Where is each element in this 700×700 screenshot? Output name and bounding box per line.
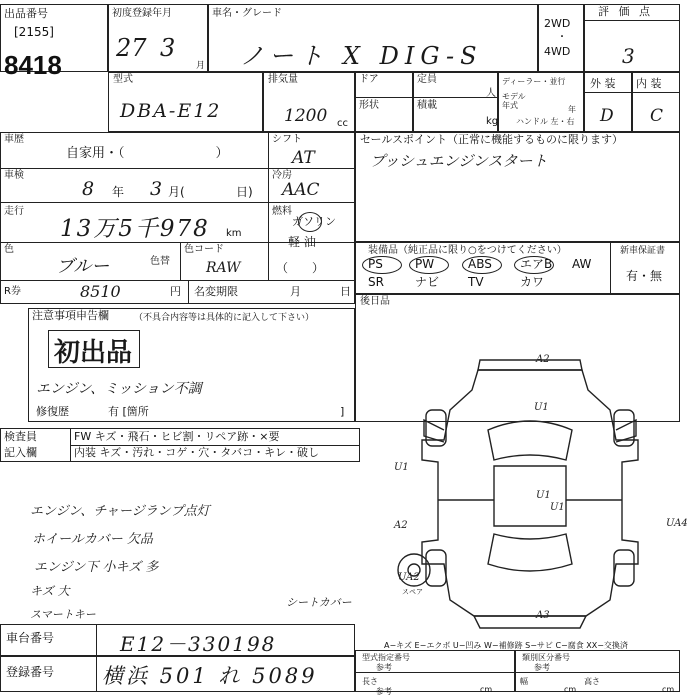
equipment-item: ABS — [468, 257, 492, 271]
damage-mark: UA2 — [398, 572, 420, 583]
drive-2wd: 2WD — [544, 17, 571, 30]
drive-dot: ・ — [557, 32, 567, 43]
name-label: 車名・グレード — [212, 8, 282, 19]
inspection-label: 車検 — [4, 170, 24, 181]
shift-label: シフト — [272, 134, 302, 145]
meigi-label: 名変期限 — [194, 285, 238, 298]
equipment-item: カワ — [520, 275, 545, 289]
warranty-label: 新車保証書 — [620, 246, 666, 256]
rear-right-wheel — [614, 550, 634, 586]
equipment-circle-mark — [409, 256, 449, 274]
equipment-label: 装備品（純正品に限り○をつけてください） — [368, 245, 567, 256]
model-year-label: モデル年式 — [502, 92, 526, 110]
interior-value: C — [650, 106, 664, 126]
diagram-legend: A−キズ E−エクボ U−凹み W−補修跡 S−サビ C−腐食 XX−交換済 — [384, 641, 628, 650]
roof — [494, 466, 566, 526]
history-label: 車歴 — [4, 134, 24, 145]
lot-number: 8418 — [4, 50, 62, 80]
damage-mark: U1 — [534, 402, 549, 413]
ac-value: AAC — [282, 180, 320, 200]
inspection-month: 3 — [150, 178, 163, 200]
meigi-day: 日 — [340, 285, 351, 298]
mileage-label: 走行 — [4, 206, 24, 217]
class-label: 類別区分番号 — [522, 653, 570, 662]
lot-label: 出品番号 — [4, 7, 48, 20]
equipment-item: PS — [368, 257, 383, 271]
damage-mark: A2 — [536, 354, 550, 365]
left-mirror — [424, 420, 444, 442]
inspection-day-unit: 日) — [236, 185, 253, 199]
equipment-item: AW — [572, 257, 592, 271]
displacement-unit: cc — [337, 118, 348, 129]
inspector-comment: ホイールカバー 欠品 — [32, 532, 153, 547]
name-value: ノート X DIG-S — [240, 42, 483, 70]
color-value: ブルー — [56, 256, 110, 277]
sales-point-box — [355, 132, 680, 242]
color-swap-label: 色替 — [150, 256, 170, 267]
mileage-value: 13万5千978 — [60, 216, 210, 242]
damage-mark: A2 — [394, 520, 408, 531]
equipment-circle-mark — [462, 256, 502, 274]
equipment-item: PW — [415, 257, 435, 271]
capacity-label: 定員 — [417, 74, 437, 85]
dealer-label: ディーラー・並行 — [502, 77, 566, 86]
model-label: 型式 — [113, 74, 133, 85]
inspection-year: 8 — [82, 178, 95, 200]
certified-ref: 参考 — [376, 663, 392, 672]
chassis-label: 車台番号 — [6, 631, 55, 645]
model-value: DBA-E12 — [120, 100, 222, 122]
fuel-other: （ ） — [276, 261, 325, 275]
chassis-value: E12－330198 — [120, 632, 277, 656]
equipment-item: SR — [368, 275, 384, 289]
fuel-diesel: 軽 油 — [288, 235, 316, 249]
score-label: 評 価 点 — [598, 5, 653, 18]
notes-label: 注意事項申告欄 — [32, 309, 109, 322]
certified-label: 型式指定番号 — [362, 653, 410, 662]
inspector-row1: FW キズ・飛石・ヒビ割・リペア跡・×要 — [74, 430, 280, 443]
notes-sub: （不具合内容等は具体的に記入して下さい） — [134, 313, 315, 323]
attachment-label: 後日品 — [360, 296, 390, 307]
handle-label: ハンドル 左・右 — [516, 117, 575, 126]
length-label: 長さ — [362, 677, 378, 686]
fuel-circle-mark — [298, 212, 322, 232]
repair-end: ] — [340, 405, 345, 418]
damage-mark: A3 — [536, 610, 550, 621]
registration-label: 登録番号 — [6, 665, 55, 679]
width-label: 幅 — [520, 677, 528, 686]
width-unit: cm — [564, 685, 577, 694]
length-unit: cm — [480, 685, 493, 694]
inspection-month-unit: 月( — [168, 185, 185, 199]
equipment-item: TV — [468, 275, 484, 289]
door-label: ドア — [359, 74, 379, 85]
inspection-year-unit: 年 — [112, 185, 125, 199]
first-reg-year: 27 — [116, 34, 147, 62]
damage-mark: U1 — [536, 490, 551, 501]
spare-label: スペア — [402, 588, 423, 596]
ac-label: 冷房 — [272, 170, 292, 181]
inspector-comment: スマートキー — [30, 608, 96, 621]
fuel-label: 燃料 — [272, 206, 292, 217]
height-label: 高さ — [584, 677, 600, 686]
equipment-item: ナビ — [415, 275, 440, 289]
notes-line1: エンジン、ミッション不調 — [36, 381, 202, 397]
exterior-label: 外 装 — [590, 77, 616, 90]
inspector-label: 検査員 — [4, 430, 37, 443]
history-value: 自家用・（ ） — [66, 146, 229, 161]
first-reg-month: 3 — [160, 34, 176, 62]
class-ref: 参考 — [534, 663, 550, 672]
inspector-row2: 内装 キズ・汚れ・コゲ・穴・タバコ・キレ・破し — [74, 446, 320, 459]
right-mirror — [616, 420, 636, 442]
shape-label: 形状 — [359, 100, 379, 111]
equipment-circle-mark — [362, 256, 402, 274]
rear-window — [488, 534, 572, 571]
damage-mark: U1 — [550, 502, 565, 513]
load-unit: kg — [486, 116, 499, 127]
height-unit: cm — [662, 685, 675, 694]
score-value: 3 — [622, 44, 635, 68]
drive-4wd: 4WD — [544, 45, 571, 58]
inspector-label2: 記入欄 — [4, 446, 37, 459]
displacement-label: 排気量 — [268, 74, 298, 85]
equipment-item: エアB — [520, 257, 553, 271]
load-label: 積載 — [417, 100, 437, 111]
fuel-gas: ガソリン — [292, 215, 336, 228]
repair-value: 有 [箇所 — [108, 405, 149, 418]
damage-mark: UA4 — [666, 518, 688, 529]
inspector-comment: エンジン、チャージランプ点灯 — [30, 504, 210, 519]
km-unit: km — [226, 228, 242, 239]
interior-label: 内 装 — [636, 77, 662, 90]
yen-unit: 円 — [170, 285, 181, 298]
sales-point-label: セールスポイント（正常に機能するものに限ります） — [360, 133, 624, 146]
car-body-outline — [422, 370, 638, 616]
first-reg-month-unit: 月 — [196, 61, 206, 71]
first-reg-label: 初度登録年月 — [112, 8, 172, 19]
displacement-value: 1200 — [284, 106, 328, 126]
shift-value: AT — [292, 148, 315, 168]
exterior-value: D — [600, 106, 614, 126]
sales-point-value: プッシュエンジンスタート — [370, 152, 548, 170]
inspector-comment: エンジン下 小キズ 多 — [34, 560, 159, 575]
car-diagram — [360, 350, 690, 640]
recycle-value: 8510 — [80, 282, 121, 301]
first-listing-value: 初出品 — [54, 338, 133, 368]
rear-bumper — [474, 616, 586, 628]
color-code-label: 色コード — [184, 244, 224, 255]
rear-left-wheel — [426, 550, 446, 586]
registration-value: 横浜 501 れ 5089 — [102, 664, 318, 688]
windshield — [488, 421, 572, 460]
front-bumper — [478, 360, 582, 370]
color-code-value: RAW — [206, 260, 241, 276]
model-year-unit: 年 — [568, 105, 576, 114]
equipment-circle-mark — [514, 256, 554, 274]
inspector-comment: シートカバー — [286, 596, 352, 609]
recycle-label: R券 — [4, 286, 21, 297]
meigi-month: 月 — [290, 285, 301, 298]
lot-sub: [2155] — [14, 25, 54, 39]
repair-label: 修復歴 — [36, 405, 69, 418]
length-ref: 参考 — [376, 687, 392, 696]
color-label: 色 — [4, 244, 14, 255]
capacity-unit: 人 — [486, 88, 496, 99]
warranty-value: 有・無 — [626, 269, 663, 283]
inspector-comment: キズ 大 — [30, 584, 70, 598]
damage-mark: U1 — [394, 462, 409, 473]
